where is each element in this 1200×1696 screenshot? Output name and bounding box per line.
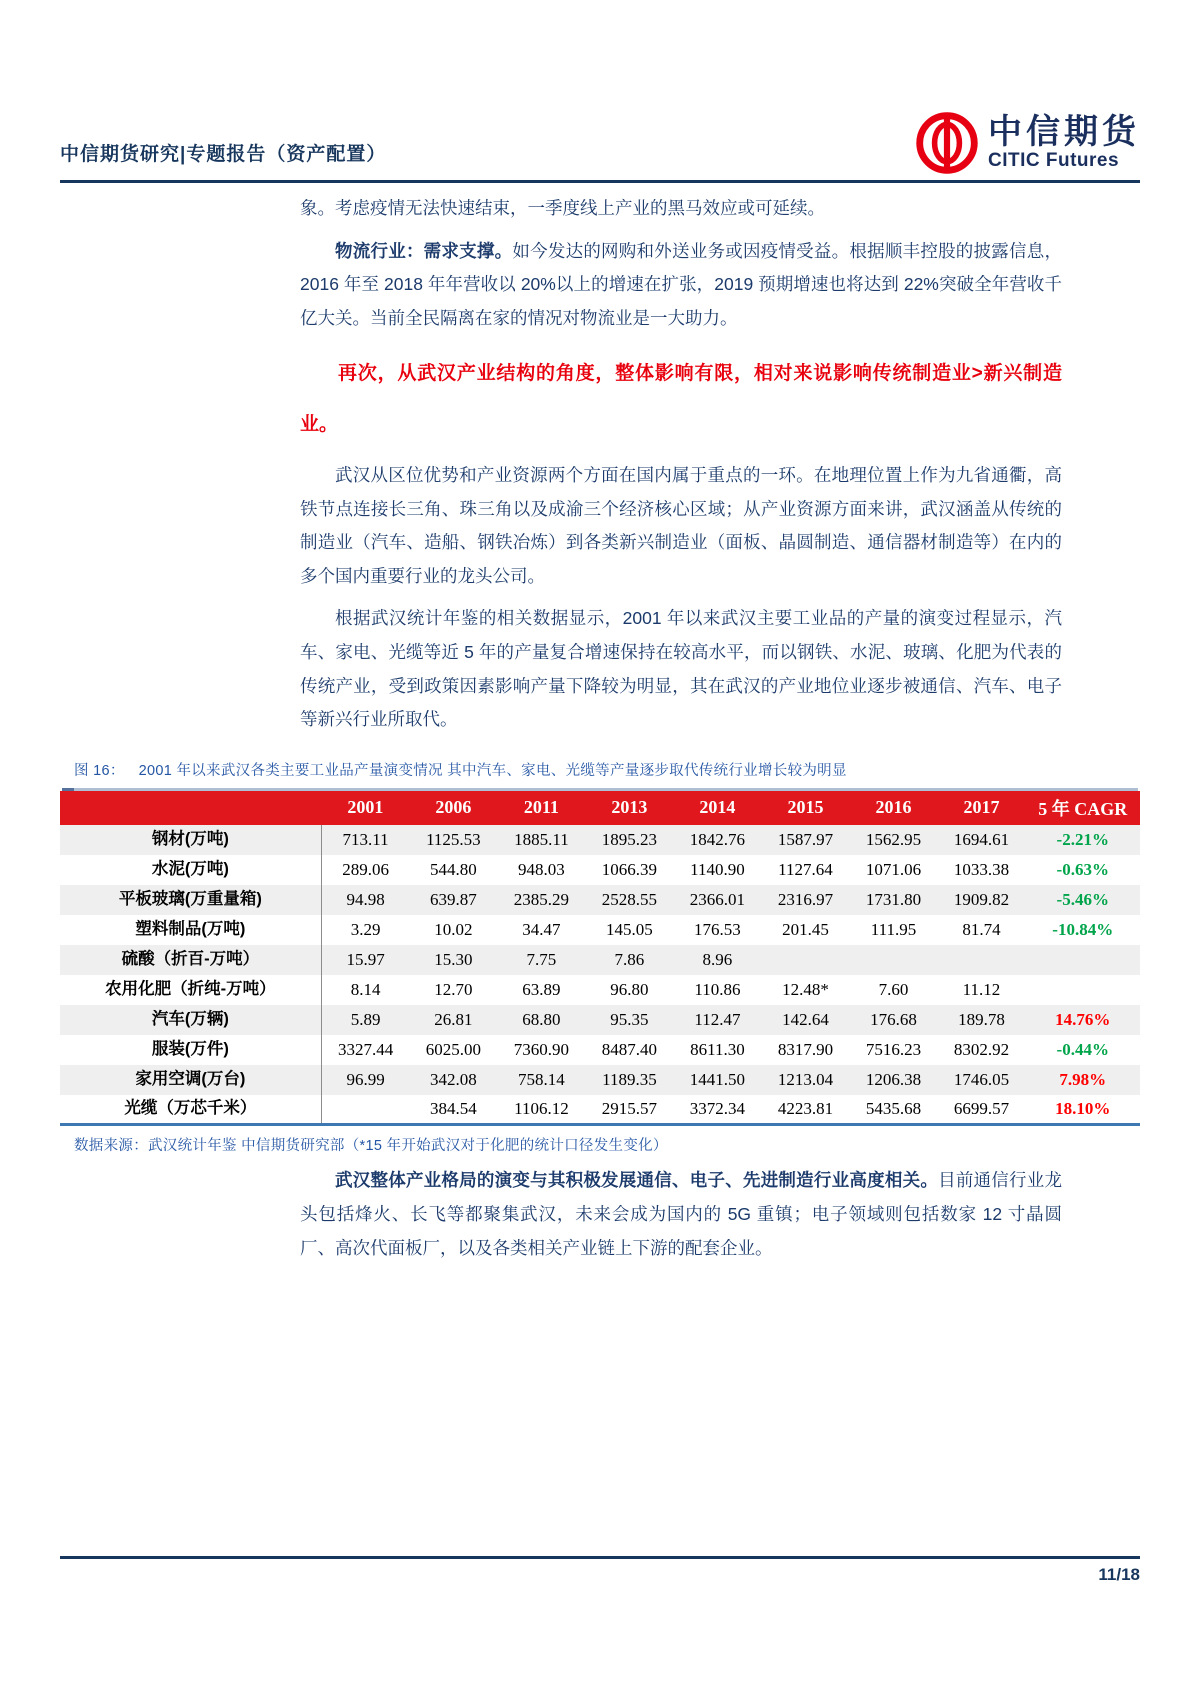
table-value-cell: 26.81 <box>434 1009 473 1029</box>
table-value-cell: 1587.97 <box>777 829 834 849</box>
citic-logo-icon <box>916 112 978 174</box>
table-value-cell: 10.02 <box>434 919 473 939</box>
table-value-cell: 68.80 <box>522 1009 561 1029</box>
industry-output-table <box>60 791 1140 1127</box>
table-value-cell: 11.12 <box>962 979 1001 999</box>
table-value-cell: 1066.39 <box>601 859 658 879</box>
table-header-cell: 2013 <box>585 791 673 825</box>
table-header-cell: 2006 <box>409 791 497 825</box>
table-header-cell-empty <box>60 791 321 825</box>
table-value-cell: 96.80 <box>610 979 649 999</box>
body-text-column <box>300 192 1062 737</box>
table-value-cell: 176.68 <box>870 1009 917 1029</box>
table-value-cell: 5.89 <box>350 1009 381 1029</box>
table-value-cell: 289.06 <box>342 859 389 879</box>
row-label: 塑料制品(万吨) <box>60 915 321 945</box>
table-value-cell: 7360.90 <box>513 1039 570 1059</box>
table-row <box>60 855 1140 885</box>
report-header-title: 中信期货研究|专题报告（资产配置） <box>60 144 387 165</box>
table-row <box>60 945 1140 975</box>
cagr-cell: -2.21% <box>1056 829 1109 849</box>
table-value-cell: 12.48* <box>782 979 829 999</box>
figure-label: 图 16： <box>74 762 125 779</box>
logo-name-en: CITIC Futures <box>988 149 1120 171</box>
table-value-cell: 8.96 <box>702 949 733 969</box>
table-header <box>60 791 1140 825</box>
table-header-cell: 2011 <box>497 791 585 825</box>
cagr-cell: 14.76% <box>1055 1009 1111 1029</box>
paragraph-conclusion <box>300 1164 1062 1265</box>
table-value-cell: 2385.29 <box>513 889 570 909</box>
table-value-cell: 1125.53 <box>426 829 481 849</box>
table-value-cell: 3.29 <box>350 919 381 939</box>
table-value-cell: 6699.57 <box>953 1099 1010 1119</box>
table-value-cell: 384.54 <box>430 1099 477 1119</box>
table-value-cell <box>761 945 849 975</box>
figure-caption-text: 2001 年以来武汉各类主要工业品产量演变情况 其中汽车、家电、光缆等产量逐步取代传统行业增长较为明显 <box>138 762 847 779</box>
figure-source: 数据来源：武汉统计年鉴 中信期货研究部（*15 年开始武汉对于化肥的统计口径发生变化） <box>74 1138 668 1155</box>
table-row <box>60 1035 1140 1065</box>
table-body <box>60 825 1140 1125</box>
body-text-column-lower <box>300 1164 1062 1265</box>
table-value-cell: 1189.35 <box>602 1069 657 1089</box>
table-row <box>60 915 1140 945</box>
table-value-cell: 111.95 <box>870 919 917 939</box>
table-value-cell: 1746.05 <box>953 1069 1010 1089</box>
figure-16 <box>60 759 1140 1156</box>
table-value-cell: 1213.04 <box>777 1069 834 1089</box>
table-value-cell: 7.75 <box>526 949 557 969</box>
table-header-cell: 2015 <box>761 791 849 825</box>
row-label: 家用空调(万台) <box>60 1065 321 1095</box>
table-value-cell: 8.14 <box>350 979 381 999</box>
table-value-cell: 2528.55 <box>601 889 658 909</box>
paragraph-yearbook-data: 根据武汉统计年鉴的相关数据显示，2001 年以来武汉主要工业品的产量的演变过程显示，汽车、家电、光缆等近 5 年的产量复合增速保持在较高水平，而以钢铁、水泥、玻璃、化肥为代表的传统产业，受到政策因素影响产量下降较为明显，其在武汉的产业地位业逐步被通信、汽车、电子等新兴行业所取代。 <box>300 608 1062 730</box>
table-value-cell: 34.47 <box>522 919 561 939</box>
table-value-cell: 544.80 <box>430 859 477 879</box>
table-row <box>60 825 1140 855</box>
table-row <box>60 1095 1140 1125</box>
table-value-cell: 1441.50 <box>689 1069 746 1089</box>
logo-name-cn: 中信期货 <box>988 114 1140 152</box>
table-row <box>60 975 1140 1005</box>
table-value-cell: 96.99 <box>346 1069 385 1089</box>
table-value-cell: 81.74 <box>962 919 1001 939</box>
cagr-cell: -0.44% <box>1056 1039 1109 1059</box>
table-row <box>60 1065 1140 1095</box>
table-header-cell: 2014 <box>673 791 761 825</box>
table-value-cell: 8302.92 <box>953 1039 1010 1059</box>
table-value-cell: 110.86 <box>694 979 741 999</box>
table-value-cell: 5435.68 <box>865 1099 922 1119</box>
page-number: 11/18 <box>1098 1565 1140 1584</box>
table-value-cell: 1206.38 <box>865 1069 922 1089</box>
table-value-cell: 8487.40 <box>601 1039 658 1059</box>
cagr-cell: -5.46% <box>1056 889 1109 909</box>
row-label: 汽车(万辆) <box>60 1005 321 1035</box>
table-value-cell <box>937 945 1025 975</box>
table-header-row <box>60 791 1140 825</box>
table-value-cell: 8317.90 <box>777 1039 834 1059</box>
table-value-cell: 639.87 <box>430 889 477 909</box>
table-value-cell: 95.35 <box>610 1009 649 1029</box>
cagr-cell <box>1025 945 1140 975</box>
table-value-cell: 2915.57 <box>601 1099 658 1119</box>
table-value-cell: 7.60 <box>878 979 909 999</box>
table-value-cell: 145.05 <box>606 919 653 939</box>
table-value-cell: 713.11 <box>342 829 389 849</box>
table-value-cell: 3327.44 <box>337 1039 394 1059</box>
row-label: 水泥(万吨) <box>60 855 321 885</box>
table-value-cell: 12.70 <box>434 979 473 999</box>
table-value-cell: 176.53 <box>694 919 741 939</box>
table-top-border <box>62 788 1138 791</box>
page-footer <box>60 1556 1140 1585</box>
table-value-cell: 1885.11 <box>514 829 569 849</box>
paragraph-logistics <box>300 235 1062 336</box>
table-value-cell: 342.08 <box>430 1069 477 1089</box>
table-top-border-tick <box>62 788 74 791</box>
table-value-cell: 1562.95 <box>865 829 922 849</box>
paragraph-conclusion-lead: 武汉整体产业格局的演变与其积极发展通信、电子、先进制造行业高度相关。 <box>335 1170 939 1191</box>
table-value-cell: 8611.30 <box>690 1039 745 1059</box>
table-value-cell: 7516.23 <box>865 1039 922 1059</box>
table-header-cell: 2016 <box>849 791 937 825</box>
row-label: 钢材(万吨) <box>60 825 321 855</box>
table-value-cell: 1140.90 <box>690 859 745 879</box>
table-value-cell: 2316.97 <box>777 889 834 909</box>
cagr-cell: 18.10% <box>1055 1099 1111 1119</box>
table-value-cell <box>321 1095 409 1125</box>
paragraph-highlight-red: 再次，从武汉产业结构的角度，整体影响有限，相对来说影响传统制造业>新兴制造业。 <box>300 363 1062 435</box>
paragraph-logistics-text: 如今发达的网购和外送业务或因疫情受益。根据顺丰控股的披露信息，2016 年至 2018 年年营收以 20%以上的增速在扩张，2019 预期增速也将达到 22%突破全年营收千亿大关。当前全民隔离在家的情况对物流业是一大助力。 <box>300 240 1062 328</box>
table-value-cell: 189.78 <box>958 1009 1005 1029</box>
table-value-cell: 4223.81 <box>777 1099 834 1119</box>
header-divider <box>60 180 1140 183</box>
paragraph-conclusion-text: 目前通信行业龙头包括烽火、长飞等都聚集武汉，未来会成为国内的 5G 重镇；电子领域则包括数家 12 寸晶圆厂、高次代面板厂，以及各类相关产业链上下游的配套企业。 <box>300 1170 1063 1258</box>
table-value-cell: 1731.80 <box>865 889 922 909</box>
table-value-cell: 758.14 <box>518 1069 565 1089</box>
paragraph-logistics-lead: 物流行业：需求支撑。 <box>335 240 513 261</box>
table-value-cell: 7.86 <box>614 949 645 969</box>
row-label: 服装(万件) <box>60 1035 321 1065</box>
table-value-cell: 3372.34 <box>689 1099 746 1119</box>
page-header <box>60 0 1140 178</box>
table-value-cell: 15.97 <box>346 949 385 969</box>
table-value-cell: 1106.12 <box>514 1099 569 1119</box>
cagr-cell: -0.63% <box>1056 859 1109 879</box>
paragraph-wuhan-position: 武汉从区位优势和产业资源两个方面在国内属于重点的一环。在地理位置上作为九省通衢，高铁节点连接长三角、珠三角以及成渝三个经济核心区域；从产业资源方面来讲，武汉涵盖从传统的制造业（汽车、造船、钢铁冶炼）到各类新兴制造业（面板、晶圆制造、通信器材制造等）在内的多个国内重要行业的龙头公司。 <box>300 465 1062 586</box>
table-value-cell: 94.98 <box>346 889 385 909</box>
table-top-border-line <box>74 788 1138 791</box>
brand-logo <box>916 112 1140 178</box>
cagr-cell: -10.84% <box>1052 919 1114 939</box>
table-row <box>60 1005 1140 1035</box>
table-value-cell: 201.45 <box>782 919 829 939</box>
table-header-cell: 5 年 CAGR <box>1025 791 1140 825</box>
row-label: 农用化肥（折纯-万吨） <box>60 975 321 1005</box>
table-value-cell: 63.89 <box>522 979 561 999</box>
table-value-cell: 1842.76 <box>689 829 746 849</box>
table-value-cell: 1071.06 <box>865 859 922 879</box>
table-value-cell: 6025.00 <box>425 1039 481 1059</box>
row-label: 光缆（万芯千米） <box>60 1095 321 1125</box>
table-value-cell: 142.64 <box>782 1009 829 1029</box>
table-value-cell: 1694.61 <box>953 829 1010 849</box>
table-row <box>60 885 1140 915</box>
table-value-cell <box>849 945 937 975</box>
row-label: 硫酸（折百-万吨） <box>60 945 321 975</box>
table-value-cell: 1033.38 <box>953 859 1010 879</box>
cagr-cell <box>1025 975 1140 1005</box>
table-value-cell: 15.30 <box>434 949 473 969</box>
table-value-cell: 1909.82 <box>953 889 1010 909</box>
table-value-cell: 1127.64 <box>778 859 833 879</box>
table-value-cell: 948.03 <box>518 859 565 879</box>
figure-caption <box>60 759 1140 788</box>
table-value-cell: 2366.01 <box>689 889 746 909</box>
brand-logo-text <box>988 115 1140 171</box>
cagr-cell: 7.98% <box>1059 1069 1107 1089</box>
table-header-cell: 2001 <box>321 791 409 825</box>
table-value-cell: 112.47 <box>694 1009 741 1029</box>
table-header-cell: 2017 <box>937 791 1025 825</box>
row-label: 平板玻璃(万重量箱) <box>60 885 321 915</box>
table-value-cell: 1895.23 <box>601 829 658 849</box>
paragraph-continuation: 象。考虑疫情无法快速结束，一季度线上产业的黑马效应或可延续。 <box>300 198 825 218</box>
